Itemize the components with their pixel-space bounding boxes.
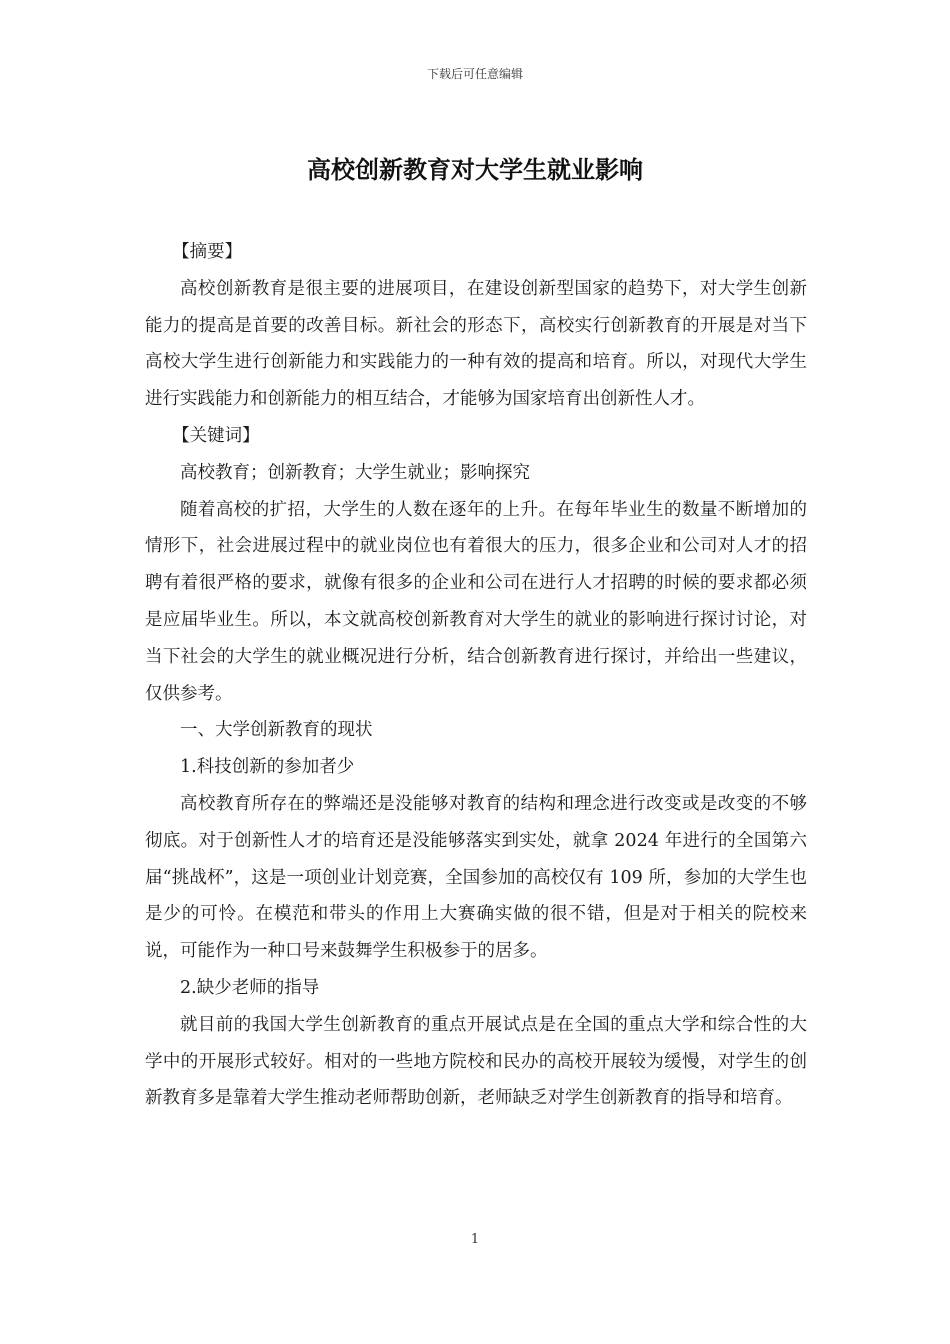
section-heading: 一、大学创新教育的现状 [180, 720, 373, 741]
subsection-paragraph: 就目前的我国大学生创新教育的重点开展试点是在全国的重点大学和综合性的大学中的开展形式较好。相对的一些地方院校和民办的高校开展较为缓慢，对学生的创新教育多是靠着大学生推动老师帮助创新，老师缺乏对学生创新教育的指导和培育。 [145, 1014, 807, 1109]
document-title: 高校创新教育对大学生就业影响 [307, 155, 643, 184]
abstract-label: 【摘要】 [172, 242, 243, 262]
abstract-paragraph: 高校创新教育是很主要的进展项目，在建设创新型国家的趋势下，对大学生创新能力的提高是首要的改善目标。新社会的形态下，高校实行创新教育的开展是对当下高校大学生进行创新能力和实践能力的一种有效的提高和培育。所以，对现代大学生进行实践能力和创新能力的相互结合，才能够为国家培育出创新性人才。 [145, 278, 807, 410]
subsection-heading: 2.缺少老师的指导 [180, 977, 320, 998]
keywords-paragraph: 高校教育；创新教育；大学生就业；影响探究 [180, 462, 530, 483]
subsection-paragraph: 高校教育所存在的弊端还是没能够对教育的结构和理念进行改变或是改变的不够彻底。对于创新性人才的培育还是没能够落实到实处，就拿 2024 年进行的全国第六届“挑战杯”，这是一项创业计划竞赛，全国参加的高校仅有 109 所，参加的大学生也是少的可怜。在模范和带头的作用上大赛确实做的很不错，但是对于相关的院校来说，可能作为一种口号来鼓舞学生积极参于的居多。 [145, 793, 807, 962]
page-number: 1 [470, 1232, 480, 1247]
keywords-label: 【关键词】 [172, 425, 260, 446]
intro-paragraph: 随着高校的扩招，大学生的人数在逐年的上升。在每年毕业生的数量不断增加的情形下，社会进展过程中的就业岗位也有着很大的压力，很多企业和公司对人才的招聘有着很严格的要求，就像有很多的企业和公司在进行人才招聘的时候的要求都必须是应届毕业生。所以，本文就高校创新教育对大学生的就业的影响进行探讨讨论，对当下社会的大学生的就业概况进行分析，结合创新教育进行探讨，并给出一些建议，仅供参考。 [145, 499, 807, 704]
page-header-note: 下载后可任意编辑 [426, 67, 523, 81]
subsection-heading: 1.科技创新的参加者少 [180, 757, 355, 778]
document-body [145, 234, 807, 1117]
